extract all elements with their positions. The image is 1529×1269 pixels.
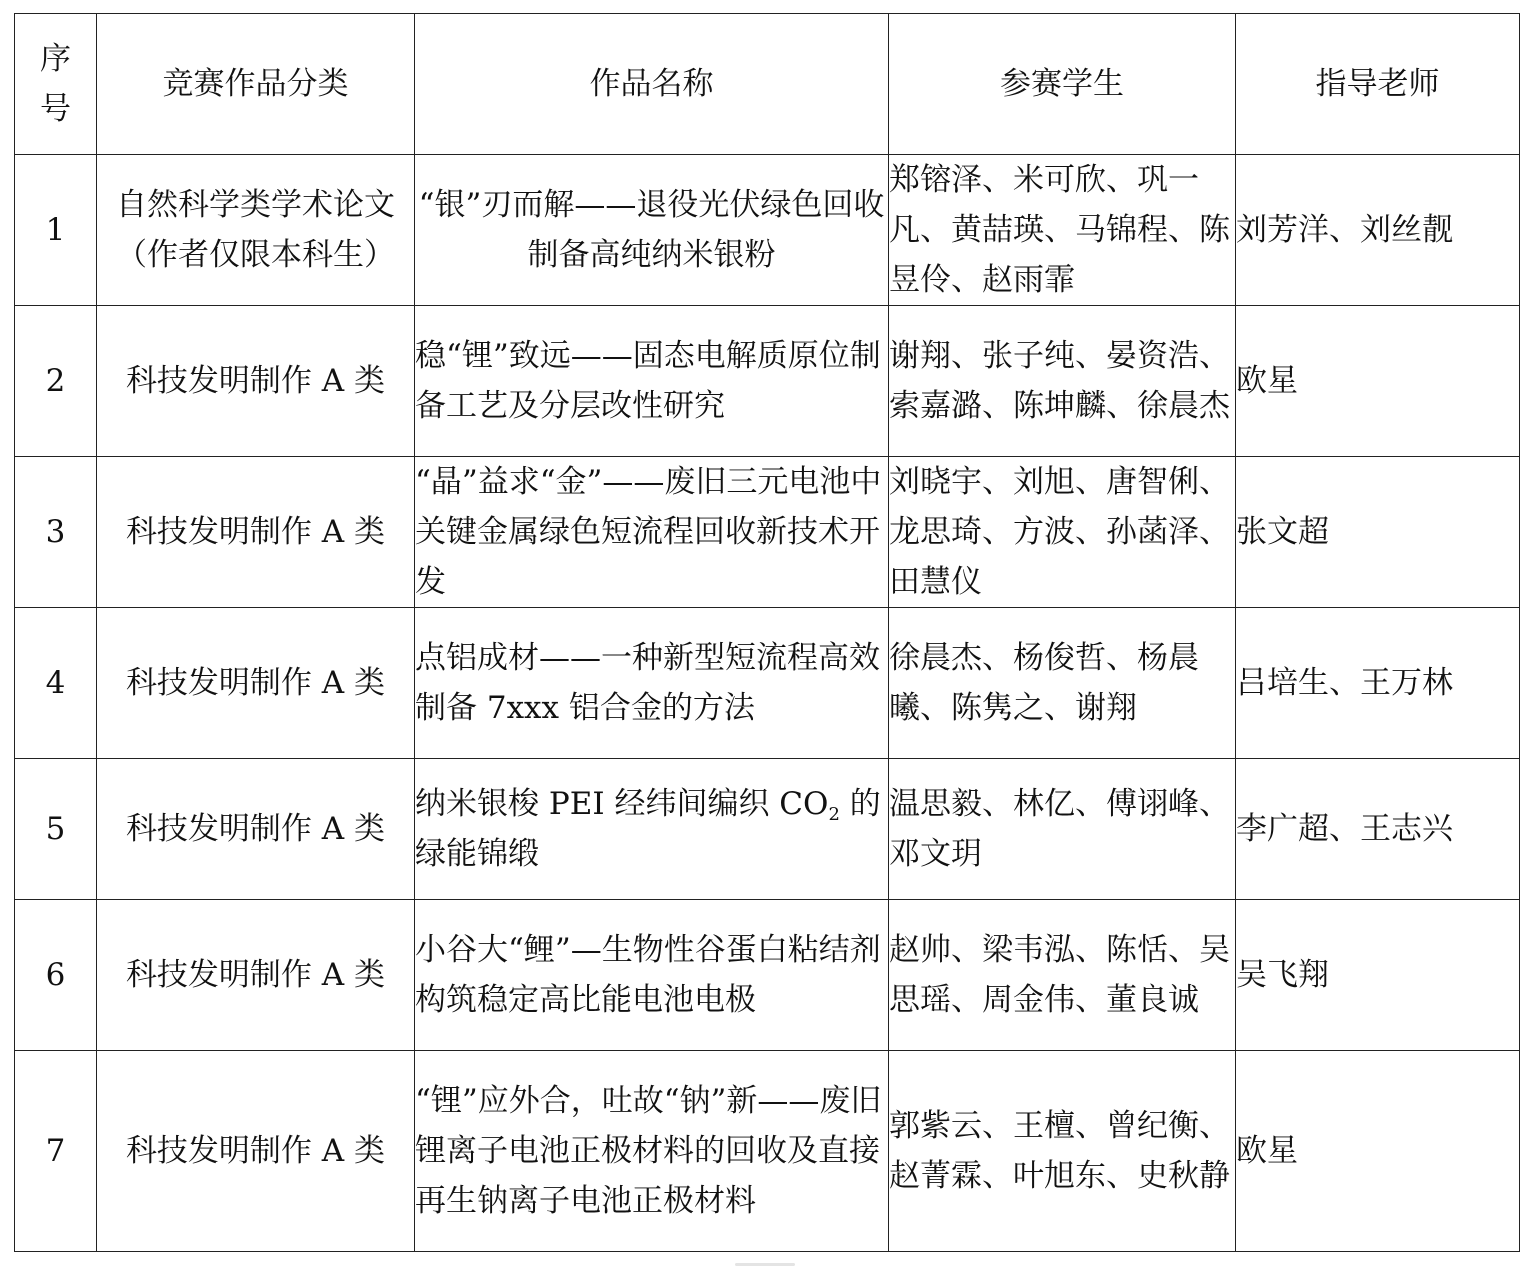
cell-seq: 6 <box>15 900 97 1051</box>
cell-advisor: 刘芳洋、刘丝靓 <box>1236 155 1520 306</box>
cell-seq: 7 <box>15 1051 97 1252</box>
title-subscript: 2 <box>828 804 840 825</box>
cell-category: 科技发明制作 A 类 <box>97 608 415 759</box>
table-row <box>15 1051 1520 1252</box>
cell-students: 徐晨杰、杨俊哲、杨晨曦、陈隽之、谢翔 <box>889 608 1236 759</box>
cell-title: “晶”益求“金”——废旧三元电池中关键金属绿色短流程回收新技术开发 <box>415 457 889 608</box>
cell-seq: 3 <box>15 457 97 608</box>
cell-title: “锂”应外合，吐故“钠”新——废旧锂离子电池正极材料的回收及直接再生钠离子电池正极材料 <box>415 1051 889 1252</box>
cell-students: 温思毅、林亿、傅诩峰、邓文玥 <box>889 759 1236 900</box>
header-row <box>15 14 1520 155</box>
header-seq <box>15 14 97 155</box>
cell-category: 自然科学类学术论文（作者仅限本科生） <box>97 155 415 306</box>
table-row <box>15 306 1520 457</box>
header-seq-line1: 序 <box>40 41 71 77</box>
cell-advisor: 李广超、王志兴 <box>1236 759 1520 900</box>
title-rest: 的绿能锦缎 <box>415 786 881 872</box>
scroll-indicator <box>735 1263 795 1266</box>
cell-students: 郑镕泽、米可欣、巩一凡、黄喆瑛、马锦程、陈昱伶、赵雨霏 <box>889 155 1236 306</box>
cell-seq: 4 <box>15 608 97 759</box>
title-text: “银”刃而解——退役光伏绿色回收制备高纯纳米银粉 <box>418 187 885 273</box>
cell-title <box>415 155 889 306</box>
cell-advisor: 欧星 <box>1236 306 1520 457</box>
cell-students: 谢翔、张子纯、晏资浩、索嘉潞、陈坤麟、徐晨杰 <box>889 306 1236 457</box>
cell-category: 科技发明制作 A 类 <box>97 759 415 900</box>
cell-category: 科技发明制作 A 类 <box>97 457 415 608</box>
header-category: 竞赛作品分类 <box>97 14 415 155</box>
header-students: 参赛学生 <box>889 14 1236 155</box>
cell-category: 科技发明制作 A 类 <box>97 1051 415 1252</box>
table-row <box>15 608 1520 759</box>
cell-title <box>415 759 889 900</box>
header-title: 作品名称 <box>415 14 889 155</box>
cell-seq: 2 <box>15 306 97 457</box>
cell-students: 刘晓宇、刘旭、唐智俐、龙思琦、方波、孙菡泽、田慧仪 <box>889 457 1236 608</box>
awards-table <box>14 13 1520 1252</box>
cell-advisor: 吕培生、王万林 <box>1236 608 1520 759</box>
table-row <box>15 457 1520 608</box>
cell-seq: 5 <box>15 759 97 900</box>
cell-title: 稳“锂”致远——固态电解质原位制备工艺及分层改性研究 <box>415 306 889 457</box>
cell-advisor: 欧星 <box>1236 1051 1520 1252</box>
cell-category: 科技发明制作 A 类 <box>97 900 415 1051</box>
cell-students: 郭紫云、王檀、曾纪衡、赵菁霖、叶旭东、史秋静 <box>889 1051 1236 1252</box>
cell-advisor: 吴飞翔 <box>1236 900 1520 1051</box>
cell-seq: 1 <box>15 155 97 306</box>
cell-title: 点铝成材——一种新型短流程高效制备 7xxx 铝合金的方法 <box>415 608 889 759</box>
header-advisor: 指导老师 <box>1236 14 1520 155</box>
title-main: 纳米银梭 PEI 经纬间编织 CO <box>415 786 829 822</box>
table-row <box>15 155 1520 306</box>
cell-advisor: 张文超 <box>1236 457 1520 608</box>
cell-title: 小谷大“鲤”—生物性谷蛋白粘结剂构筑稳定高比能电池电极 <box>415 900 889 1051</box>
header-seq-line2: 号 <box>40 91 71 127</box>
table-row <box>15 900 1520 1051</box>
table-row <box>15 759 1520 900</box>
cell-category: 科技发明制作 A 类 <box>97 306 415 457</box>
cell-students: 赵帅、梁韦泓、陈恬、吴思瑶、周金伟、董良诚 <box>889 900 1236 1051</box>
